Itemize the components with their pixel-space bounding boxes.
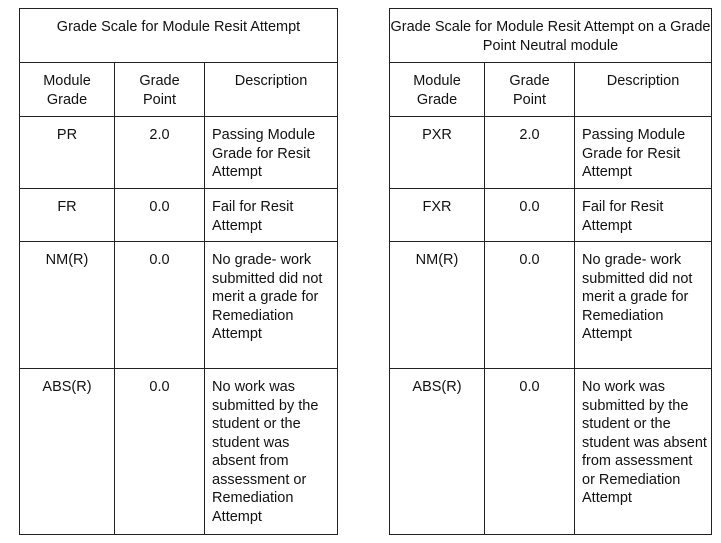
table-row bbox=[390, 189, 712, 242]
description-cell: Fail for Resit Attempt bbox=[205, 189, 338, 242]
point-cell: 0.0 bbox=[485, 369, 575, 535]
description-cell: Fail for Resit Attempt bbox=[575, 189, 712, 242]
table-row bbox=[390, 242, 712, 369]
header-module-grade: Module Grade bbox=[390, 63, 485, 117]
point-cell: 0.0 bbox=[485, 242, 575, 369]
header-grade-point: Grade Point bbox=[115, 63, 205, 117]
point-cell: 2.0 bbox=[485, 117, 575, 189]
table-row bbox=[20, 242, 338, 369]
grade-cell: PR bbox=[20, 117, 115, 189]
grade-cell: FXR bbox=[390, 189, 485, 242]
table-title: Grade Scale for Module Resit Attempt bbox=[20, 9, 338, 63]
description-cell: Passing Module Grade for Resit Attempt bbox=[575, 117, 712, 189]
description-cell: No work was submitted by the student or the student was absent from assessment or Remediation Attempt bbox=[575, 369, 712, 535]
point-cell: 0.0 bbox=[485, 189, 575, 242]
table-row bbox=[390, 117, 712, 189]
grade-cell: PXR bbox=[390, 117, 485, 189]
table-row bbox=[20, 117, 338, 189]
grade-cell: NM(R) bbox=[20, 242, 115, 369]
point-cell: 0.0 bbox=[115, 369, 205, 535]
table-row bbox=[20, 369, 338, 535]
table-row bbox=[20, 189, 338, 242]
point-cell: 0.0 bbox=[115, 189, 205, 242]
header-description: Description bbox=[575, 63, 712, 117]
point-cell: 0.0 bbox=[115, 242, 205, 369]
table-header-row bbox=[20, 63, 338, 117]
header-module-grade: Module Grade bbox=[20, 63, 115, 117]
grade-cell: FR bbox=[20, 189, 115, 242]
header-description: Description bbox=[205, 63, 338, 117]
description-cell: No grade- work submitted did not merit a grade for Remediation Attempt bbox=[575, 242, 712, 369]
table-title: Grade Scale for Module Resit Attempt on a Grade Point Neutral module bbox=[390, 9, 712, 63]
grade-cell: NM(R) bbox=[390, 242, 485, 369]
description-cell: No grade- work submitted did not merit a grade for Remediation Attempt bbox=[205, 242, 338, 369]
grade-scale-table-resit bbox=[19, 8, 338, 535]
header-grade-point: Grade Point bbox=[485, 63, 575, 117]
grade-cell: ABS(R) bbox=[390, 369, 485, 535]
table-row bbox=[390, 369, 712, 535]
grade-scale-table-grade-point-neutral bbox=[389, 8, 712, 535]
table-caption-row bbox=[20, 9, 338, 63]
table-caption-row bbox=[390, 9, 712, 63]
table-header-row bbox=[390, 63, 712, 117]
description-cell: Passing Module Grade for Resit Attempt bbox=[205, 117, 338, 189]
description-cell: No work was submitted by the student or the student was absent from assessment or Remediation Attempt bbox=[205, 369, 338, 535]
point-cell: 2.0 bbox=[115, 117, 205, 189]
grade-cell: ABS(R) bbox=[20, 369, 115, 535]
